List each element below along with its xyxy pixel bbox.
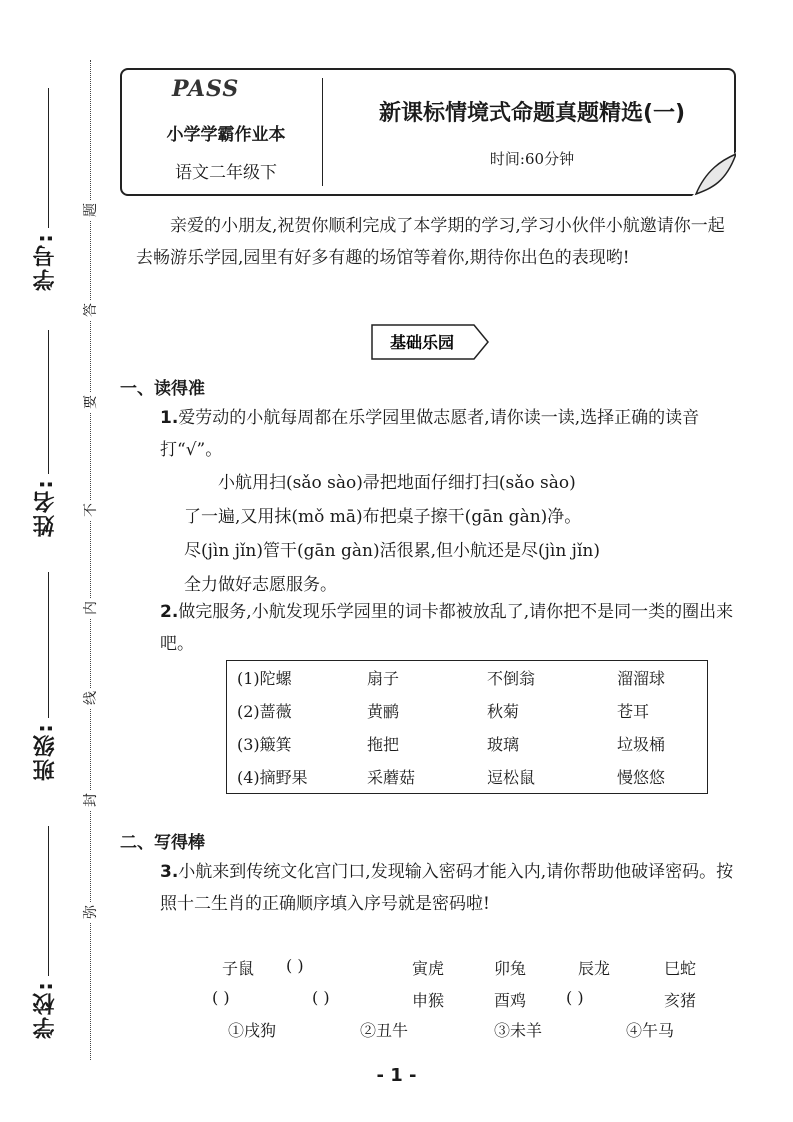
student-id-label: 学号: (33, 232, 58, 291)
q3-text (160, 856, 740, 920)
q1-passage-line: 小航用扫(sǎo sào)帚把地面仔细打扫(sǎo sào) (218, 473, 576, 493)
word-cell[interactable]: 垃圾桶 (617, 735, 666, 754)
intro-text: 亲爱的小朋友,祝贺你顺利完成了本学期的学习,学习小伙伴小航邀请你一起去畅游乐学园,园里有好多有趣的场馆等着你,期待你出色的表现哟! (136, 216, 725, 268)
word-cell[interactable]: 不倒翁 (487, 669, 536, 688)
page-title: 新课标情境式命题真题精选(一) (378, 101, 686, 126)
class-line (48, 572, 49, 718)
student-id-line (48, 88, 49, 228)
table-row (227, 727, 708, 760)
word-cell[interactable]: (4)摘野果 (237, 768, 308, 787)
q2-prompt: 做完服务,小航发现乐学园里的词卡都被放乱了,请你把不是同一类的圈出来吧。 (160, 602, 734, 654)
q2-text (160, 596, 740, 660)
school-label: 学校: (33, 980, 58, 1039)
section-badge (370, 323, 490, 361)
q1-passage-line: 尽(jìn jǐn)管干(gān gàn)活很累,但小航还是尽(jìn jǐn) (184, 541, 600, 561)
zodiac-blank[interactable]: ( ) (566, 988, 584, 1007)
word-cell[interactable]: 逗松鼠 (487, 768, 536, 787)
q3-prompt: 小航来到传统文化宫门口,发现输入密码才能入内,请你帮助他破译密码。按照十二生肖的正确顺序填入序号就是密码啦! (160, 862, 734, 914)
table-row (227, 760, 708, 794)
seal-char: 线 (80, 688, 100, 708)
q1-number: 1. (160, 408, 179, 428)
page-number: - 1 - (376, 1065, 417, 1086)
word-cell[interactable]: 拖把 (367, 735, 400, 754)
q1-prompt: 爱劳动的小航每周都在乐学园里做志愿者,请你读一读,选择正确的读音打“√”。 (160, 408, 700, 460)
zodiac-item: 辰龙 (578, 959, 611, 978)
q1-passage-line: 全力做好志愿服务。 (184, 575, 337, 595)
zodiac-item: 申猴 (412, 991, 445, 1010)
zodiac-item: 亥猪 (664, 991, 697, 1010)
word-cell[interactable]: (2)蔷薇 (237, 702, 292, 721)
zodiac-item: 卯兔 (494, 959, 527, 978)
table-row (227, 661, 708, 695)
seal-char: 内 (80, 598, 100, 618)
q1-passage (184, 466, 744, 602)
zodiac-blank[interactable]: ( ) (212, 988, 230, 1007)
table-row (227, 694, 708, 727)
zodiac-option: ①戌狗 (228, 1021, 277, 1040)
section1-title: 一、读得准 (120, 379, 205, 399)
pass-logo: PASS (172, 76, 240, 102)
school-line (48, 826, 49, 976)
zodiac-item: 酉鸡 (494, 991, 527, 1010)
q2-number: 2. (160, 602, 179, 622)
header-divider (322, 78, 323, 186)
student-name-label: 姓名: (33, 478, 58, 537)
seal-char: 弥 (80, 902, 100, 922)
zodiac-blank[interactable]: ( ) (286, 956, 304, 975)
word-cell[interactable]: (3)簸箕 (237, 735, 292, 754)
seal-char: 题 (80, 200, 100, 220)
q1-passage-line: 了一遍,又用抹(mǒ mā)布把桌子擦干(gān gàn)净。 (184, 507, 582, 527)
word-cell[interactable]: (1)陀螺 (237, 669, 292, 688)
word-cell[interactable]: 苍耳 (617, 702, 650, 721)
seal-char: 答 (80, 300, 100, 320)
page-curl-icon (692, 152, 736, 196)
word-cell[interactable]: 溜溜球 (617, 669, 666, 688)
word-cell[interactable]: 秋菊 (487, 702, 520, 721)
seal-char: 封 (80, 790, 100, 810)
word-cell[interactable]: 慢悠悠 (617, 768, 666, 787)
word-card-table (226, 660, 708, 794)
seal-char: 不 (80, 500, 100, 520)
zodiac-item: 子鼠 (222, 959, 255, 978)
time-limit: 时间:60分钟 (489, 150, 575, 168)
section-badge-label: 基础乐园 (389, 333, 455, 352)
class-label: 班级: (33, 722, 58, 781)
book-name: 小学学霸作业本 (166, 125, 286, 145)
word-cell[interactable]: 采蘑菇 (367, 768, 416, 787)
header-box (120, 68, 736, 196)
zodiac-blank[interactable]: ( ) (312, 988, 330, 1007)
word-cell[interactable]: 扇子 (367, 669, 400, 688)
q1-text (160, 402, 740, 466)
q3-number: 3. (160, 862, 179, 882)
zodiac-option: ②丑牛 (360, 1021, 409, 1040)
student-name-line (48, 330, 49, 474)
book-grade: 语文二年级下 (175, 163, 277, 183)
word-cell[interactable]: 黄鹂 (367, 702, 400, 721)
seal-char: 要 (80, 392, 100, 412)
zodiac-item: 寅虎 (412, 959, 445, 978)
zodiac-option: ③未羊 (494, 1021, 543, 1040)
zodiac-option: ④午马 (626, 1021, 675, 1040)
word-cell[interactable]: 玻璃 (487, 735, 520, 754)
zodiac-item: 巳蛇 (664, 959, 697, 978)
section2-title: 二、写得棒 (120, 833, 205, 853)
